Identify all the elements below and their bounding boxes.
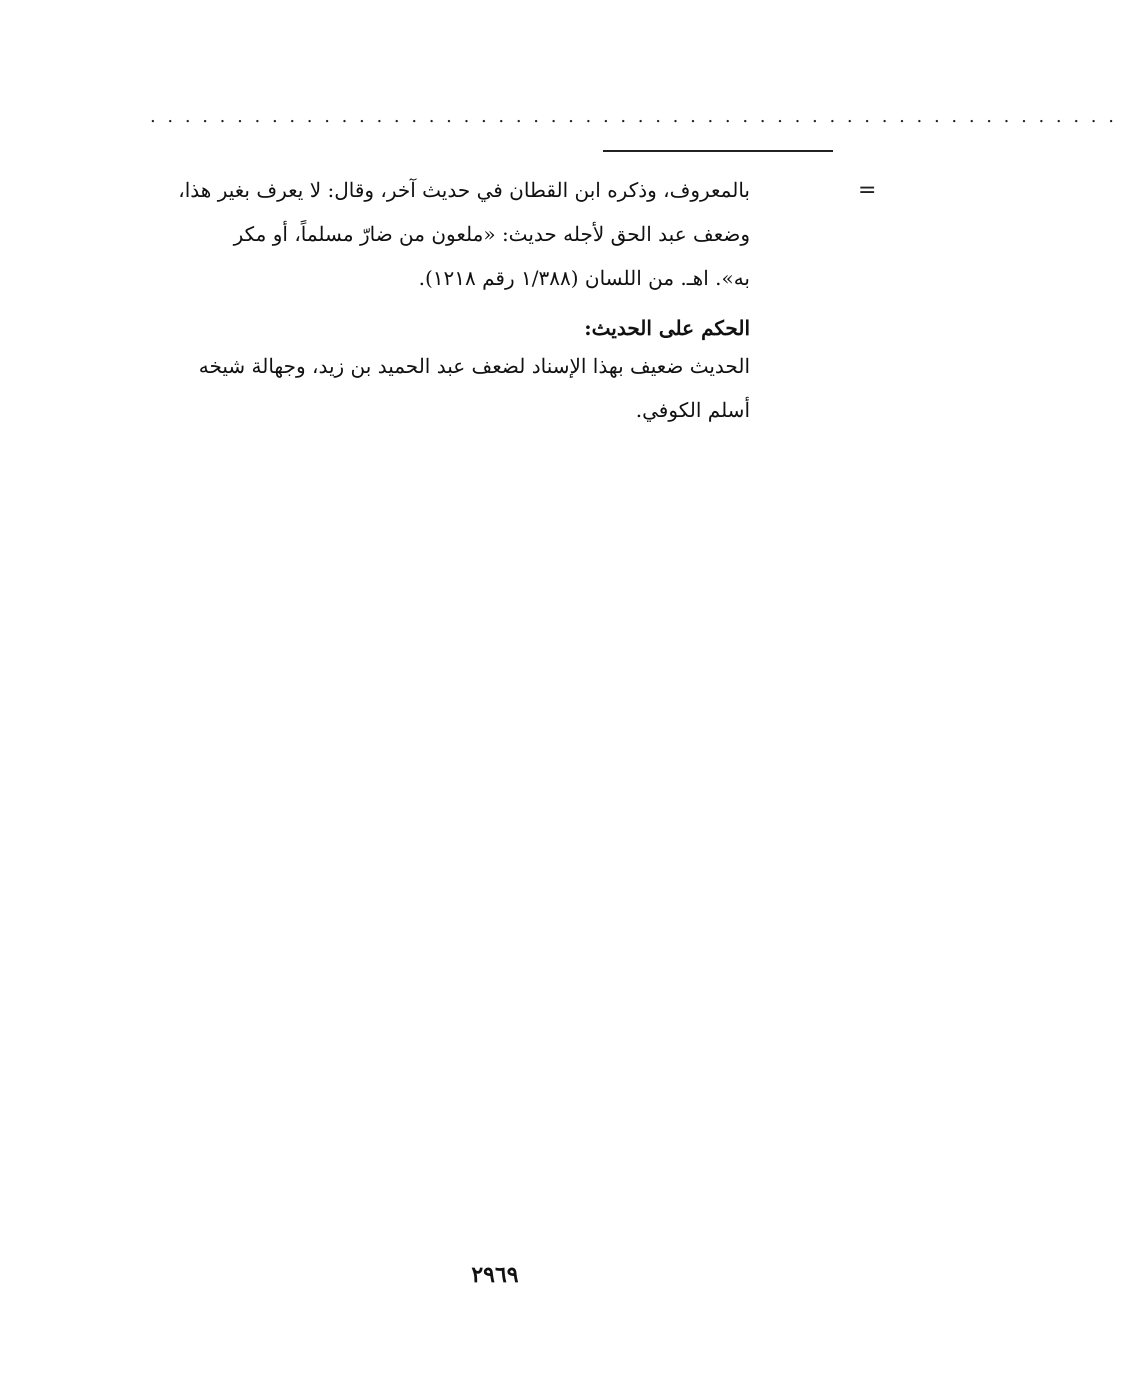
footnote-text bbox=[140, 168, 750, 300]
header-dot-leader: ........................................................ bbox=[150, 106, 1126, 127]
footnote-line: به». اهـ. من اللسان (١/٣٨٨ رقم ١٢١٨). bbox=[418, 266, 750, 290]
footnote-separator-rule bbox=[603, 150, 833, 152]
ruling-line: أسلم الكوفي. bbox=[635, 398, 750, 422]
footnote-continuation-mark: = bbox=[858, 178, 877, 203]
ruling-heading: الحكم على الحديث: bbox=[584, 316, 750, 340]
ruling-line: الحديث ضعيف بهذا الإسناد لضعف عبد الحميد بن زيد، وجهالة شيخه bbox=[198, 354, 750, 378]
footnote-line: بالمعروف، وذكره ابن القطان في حديث آخر، وقال: لا يعرف بغير هذا، bbox=[178, 178, 750, 202]
page-number: ٢٩٦٩ bbox=[471, 1262, 519, 1288]
footnote-line: وضعف عبد الحق لأجله حديث: «ملعون من ضارّ مسلماً، أو مكر bbox=[233, 222, 750, 246]
ruling-text bbox=[140, 344, 750, 432]
